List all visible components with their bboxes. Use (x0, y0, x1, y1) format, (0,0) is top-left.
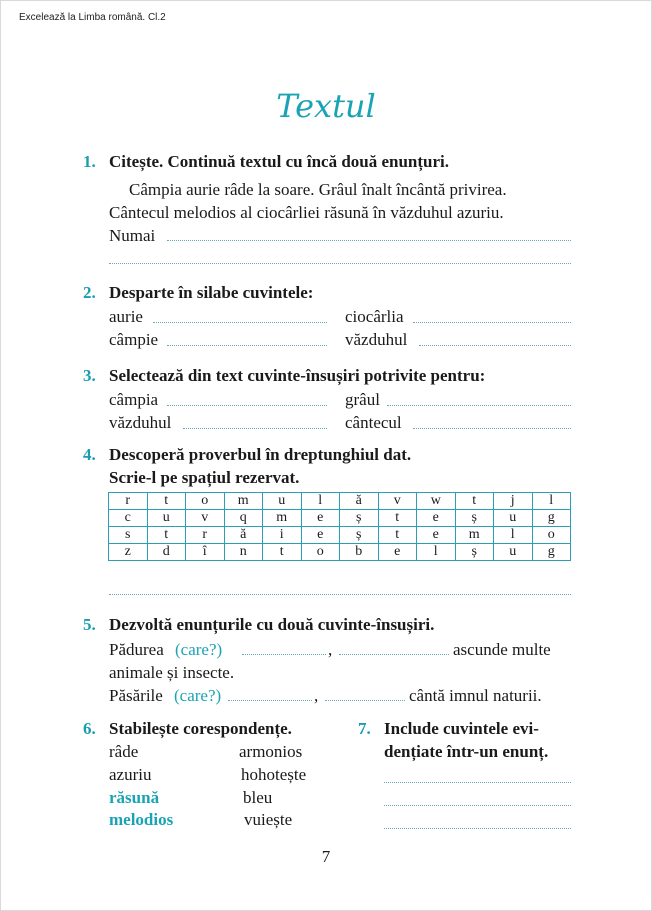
exercise-1-question: Citește. Continuă textul cu încă două enunțuri. (109, 152, 450, 171)
grid-cell[interactable]: b (340, 544, 379, 561)
match-left-1: râde (109, 742, 139, 761)
page-number: 7 (321, 847, 331, 866)
exercise-4-question-line-2: Scrie-l pe spațiul rezervat. (109, 468, 300, 487)
word-aurie: aurie (109, 307, 143, 326)
answer-line[interactable] (183, 428, 327, 429)
exercise-6-question: Stabilește corespondențe. (109, 719, 292, 738)
word-graul: grâul (345, 390, 380, 409)
sentence-2-end: cântă imnul naturii. (409, 686, 542, 705)
grid-cell[interactable]: e (301, 510, 340, 527)
answer-line[interactable] (384, 828, 571, 829)
answer-line[interactable] (387, 405, 571, 406)
comma: , (314, 686, 319, 705)
grid-cell[interactable]: w (417, 493, 456, 510)
grid-cell[interactable]: t (263, 544, 302, 561)
exercise-2-number: 2. (83, 283, 96, 302)
sentence-1-start: Pădurea (109, 640, 164, 659)
grid-cell[interactable]: u (147, 510, 186, 527)
exercise-1-text-line-1: Câmpia aurie râde la soare. Grâul înalt încântă privirea. (129, 180, 507, 199)
sentence-2-start: Păsările (109, 686, 163, 705)
grid-cell[interactable]: v (378, 493, 417, 510)
answer-line[interactable] (419, 345, 571, 346)
grid-row (109, 493, 571, 510)
answer-line[interactable] (167, 345, 327, 346)
grid-cell[interactable]: j (494, 493, 533, 510)
grid-cell[interactable]: u (263, 493, 302, 510)
grid-row (109, 544, 571, 561)
grid-row (109, 510, 571, 527)
grid-cell[interactable]: e (417, 510, 456, 527)
grid-cell[interactable]: m (455, 527, 494, 544)
grid-cell[interactable]: r (186, 527, 225, 544)
exercise-3-number: 3. (83, 366, 96, 385)
grid-cell[interactable]: l (494, 527, 533, 544)
answer-line[interactable] (384, 782, 571, 783)
exercise-7-number: 7. (358, 719, 371, 738)
exercise-7-question-line-1: Include cuvintele evi- (384, 719, 539, 738)
answer-line[interactable] (228, 700, 312, 701)
grid-cell[interactable]: t (378, 510, 417, 527)
word-vazduhul: văzduhul (345, 330, 408, 349)
sentence-1-end: ascunde multe (453, 640, 551, 659)
exercise-1-number: 1. (83, 152, 96, 171)
answer-line[interactable] (325, 700, 405, 701)
answer-line[interactable] (109, 594, 571, 595)
grid-cell[interactable]: d (147, 544, 186, 561)
grid-cell[interactable]: u (494, 510, 533, 527)
grid-cell[interactable]: q (224, 510, 263, 527)
grid-cell[interactable]: ș (455, 510, 494, 527)
grid-cell[interactable]: v (186, 510, 225, 527)
match-right-1: armonios (239, 742, 303, 761)
grid-cell[interactable]: t (147, 527, 186, 544)
care-prompt: (care?) (175, 640, 223, 659)
grid-cell[interactable]: r (109, 493, 148, 510)
word-campie: câmpie (109, 330, 159, 349)
care-prompt: (care?) (174, 686, 222, 705)
grid-cell[interactable]: m (263, 510, 302, 527)
grid-cell[interactable]: e (378, 544, 417, 561)
answer-line[interactable] (413, 428, 571, 429)
grid-cell[interactable]: t (455, 493, 494, 510)
answer-line[interactable] (167, 405, 327, 406)
exercise-3-question: Selectează din text cuvinte-însușiri potrivite pentru: (109, 366, 486, 385)
grid-cell[interactable]: l (301, 493, 340, 510)
match-right-2: hohotește (241, 765, 307, 784)
grid-cell[interactable]: ă (340, 493, 379, 510)
word-ciocarlia: ciocârlia (345, 307, 404, 326)
grid-cell[interactable]: t (147, 493, 186, 510)
grid-cell[interactable]: s (109, 527, 148, 544)
grid-cell[interactable]: o (532, 527, 571, 544)
grid-cell[interactable]: t (378, 527, 417, 544)
exercise-7-question-line-2: dențiate într-un enunț. (384, 742, 549, 761)
answer-line[interactable] (413, 322, 571, 323)
grid-cell[interactable]: l (417, 544, 456, 561)
grid-cell[interactable]: c (109, 510, 148, 527)
match-left-3-highlighted: răsună (109, 788, 160, 807)
grid-cell[interactable]: e (417, 527, 456, 544)
grid-cell[interactable]: e (301, 527, 340, 544)
exercise-5-number: 5. (83, 615, 96, 634)
grid-cell[interactable]: n (224, 544, 263, 561)
grid-cell[interactable]: ș (340, 510, 379, 527)
word-campia: câmpia (109, 390, 159, 409)
answer-line[interactable] (109, 263, 571, 264)
grid-cell[interactable]: z (109, 544, 148, 561)
answer-line[interactable] (242, 654, 326, 655)
book-header: Excelează la Limba română. Cl.2 (19, 12, 166, 23)
exercise-4-question-line-1: Descoperă proverbul în dreptunghiul dat. (109, 445, 412, 464)
word-vazduhul-2: văzduhul (109, 413, 172, 432)
exercise-5-question: Dezvoltă enunțurile cu două cuvinte-însușiri. (109, 615, 435, 634)
letter-grid (108, 492, 571, 561)
sentence-1-continuation: animale și insecte. (109, 663, 235, 682)
grid-cell[interactable]: g (532, 544, 571, 561)
grid-cell[interactable]: i (263, 527, 302, 544)
grid-cell[interactable]: l (532, 493, 571, 510)
match-left-4-highlighted: melodios (109, 810, 174, 829)
exercise-2-question: Desparte în silabe cuvintele: (109, 283, 314, 302)
grid-cell[interactable]: o (301, 544, 340, 561)
match-right-4: vuiește (244, 810, 293, 829)
comma: , (328, 640, 333, 659)
exercise-1-text-line-3: Numai (109, 226, 156, 245)
exercise-4-number: 4. (83, 445, 96, 464)
grid-cell[interactable]: î (186, 544, 225, 561)
exercise-1-text-line-2: Cântecul melodios al ciocârliei răsună în văzduhul azuriu. (109, 203, 504, 222)
match-right-3: bleu (243, 788, 273, 807)
answer-line[interactable] (339, 654, 449, 655)
grid-cell[interactable]: ș (340, 527, 379, 544)
grid-row (109, 527, 571, 544)
grid-cell[interactable]: m (224, 493, 263, 510)
match-left-2: azuriu (109, 765, 152, 784)
grid-cell[interactable]: u (494, 544, 533, 561)
answer-line[interactable] (153, 322, 327, 323)
page-title: Textul (276, 87, 376, 125)
grid-cell[interactable]: ș (455, 544, 494, 561)
answer-line[interactable] (167, 240, 571, 241)
exercise-6-number: 6. (83, 719, 96, 738)
word-cantecul: cântecul (345, 413, 402, 432)
grid-cell[interactable]: g (532, 510, 571, 527)
grid-cell[interactable]: o (186, 493, 225, 510)
answer-line[interactable] (384, 805, 571, 806)
grid-cell[interactable]: ă (224, 527, 263, 544)
